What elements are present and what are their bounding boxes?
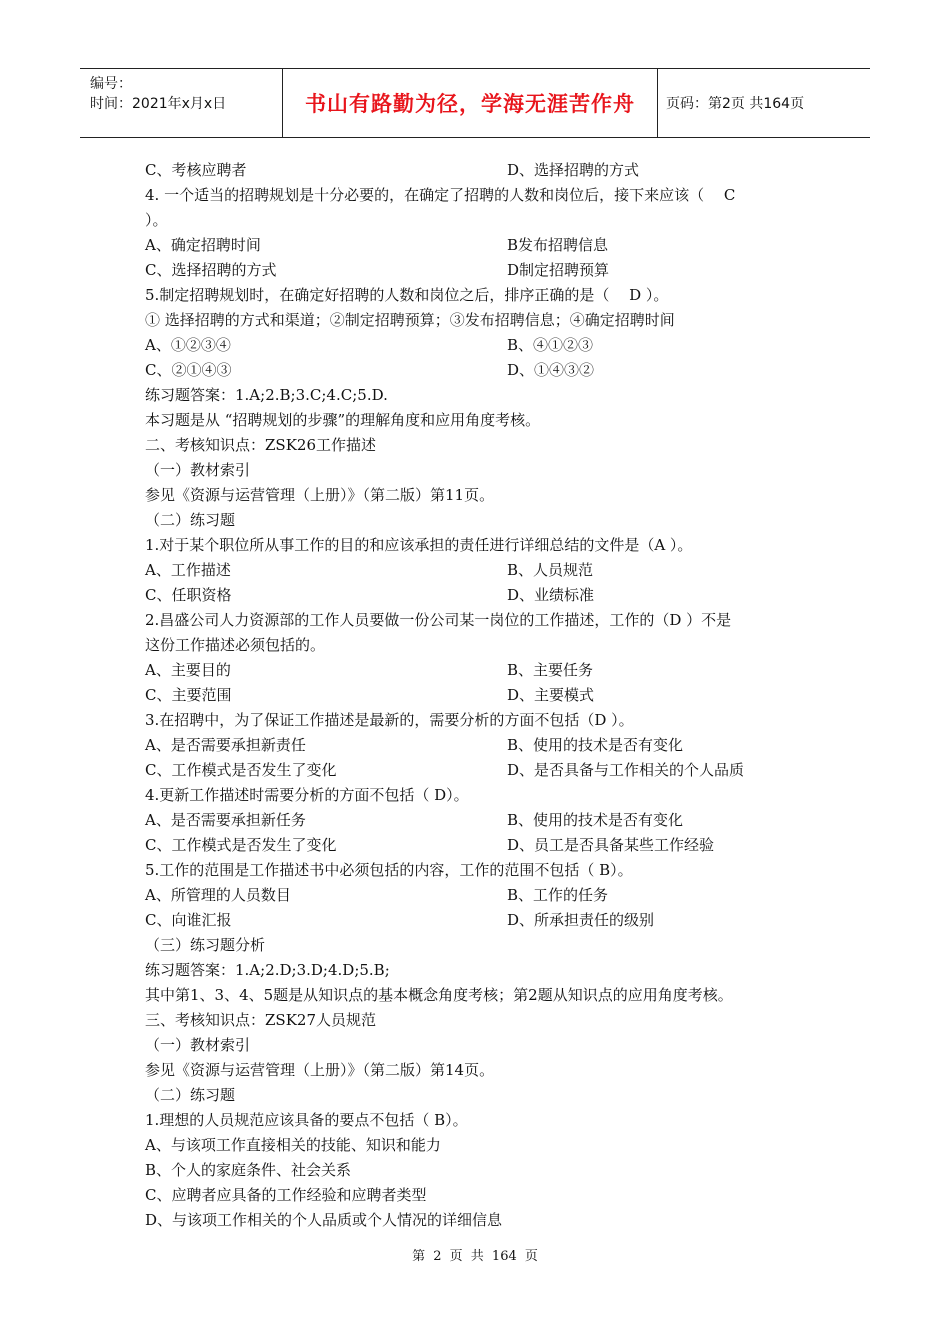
text-line-left: 2.昌盛公司人力资源部的工作人员要做一份公司某一岗位的工作描述，工作的（D ）不是 bbox=[145, 611, 732, 629]
text-line-left: 1.理想的人员规范应该具备的要点不包括（ B）。 bbox=[145, 1111, 468, 1129]
text-line-left: （一）教材索引 bbox=[145, 1036, 251, 1054]
text-line-left: 参见《资源与运营管理（上册）》（第二版）第11页。 bbox=[145, 486, 495, 504]
text-line-left: A、①②③④ bbox=[145, 336, 231, 354]
header-motto: 书山有路勤为径，学海无涯苦作舟 bbox=[305, 92, 635, 116]
text-line bbox=[145, 608, 815, 633]
text-line-right: B、使用的技术是否有变化 bbox=[507, 811, 684, 829]
text-line-right: B、人员规范 bbox=[507, 561, 594, 579]
text-line-left: B、个人的家庭条件、社会关系 bbox=[145, 1161, 352, 1179]
text-line bbox=[145, 458, 815, 483]
text-line bbox=[145, 1058, 815, 1083]
text-line-left: （三）练习题分析 bbox=[145, 936, 266, 954]
text-line bbox=[145, 333, 815, 358]
text-line-left: 4. 一个适当的招聘规划是十分必要的，在确定了招聘的人数和岗位后，接下来应该（ C bbox=[145, 186, 736, 204]
text-line-left: 5.制定招聘规划时，在确定好招聘的人数和岗位之后，排序正确的是（ D ）。 bbox=[145, 286, 669, 304]
text-line bbox=[145, 808, 815, 833]
text-line bbox=[145, 508, 815, 533]
text-line bbox=[145, 783, 815, 808]
header-number-label: 编号： bbox=[90, 76, 132, 92]
text-line-left: A、所管理的人员数目 bbox=[145, 886, 291, 904]
text-line bbox=[145, 1033, 815, 1058]
text-line bbox=[145, 583, 815, 608]
text-line bbox=[145, 1083, 815, 1108]
text-line bbox=[145, 1108, 815, 1133]
text-line bbox=[145, 858, 815, 883]
text-line-left: C、工作模式是否发生了变化 bbox=[145, 836, 337, 854]
text-line bbox=[145, 1183, 815, 1208]
text-line bbox=[145, 283, 815, 308]
header-meta bbox=[80, 69, 283, 137]
text-line bbox=[145, 483, 815, 508]
header-time-label: 时间：2021年x月x日 bbox=[90, 96, 227, 112]
text-line-left: C、考核应聘者 bbox=[145, 161, 247, 179]
text-line bbox=[145, 233, 815, 258]
text-line bbox=[145, 1133, 815, 1158]
text-line-right: D、选择招聘的方式 bbox=[507, 161, 640, 179]
document-body bbox=[145, 158, 815, 1233]
text-line bbox=[145, 883, 815, 908]
text-line bbox=[145, 658, 815, 683]
text-line-left: C、主要范围 bbox=[145, 686, 232, 704]
text-line-right: D、主要模式 bbox=[507, 686, 595, 704]
text-line-left: C、应聘者应具备的工作经验和应聘者类型 bbox=[145, 1186, 427, 1204]
text-line-left: C、选择招聘的方式 bbox=[145, 261, 277, 279]
text-line-left: （一）教材索引 bbox=[145, 461, 251, 479]
text-line-right: B、主要任务 bbox=[507, 661, 594, 679]
text-line bbox=[145, 408, 815, 433]
text-line bbox=[145, 758, 815, 783]
page-footer: 第 2 页 共 164 页 bbox=[412, 1249, 538, 1264]
text-line-right: D制定招聘预算 bbox=[507, 261, 610, 279]
text-line-left: ）。 bbox=[145, 211, 168, 229]
text-line bbox=[145, 1208, 815, 1233]
text-line-left: 3.在招聘中，为了保证工作描述是最新的，需要分析的方面不包括（D ）。 bbox=[145, 711, 634, 729]
text-line-left: 三、考核知识点：ZSK27人员规范 bbox=[145, 1011, 376, 1029]
text-line-left: C、工作模式是否发生了变化 bbox=[145, 761, 337, 779]
text-line-right: B、工作的任务 bbox=[507, 886, 609, 904]
text-line-left: 练习题答案：1.A;2.B;3.C;4.C;5.D. bbox=[145, 386, 388, 404]
text-line bbox=[145, 1158, 815, 1183]
text-line-right: D、是否具备与工作相关的个人品质 bbox=[507, 761, 745, 779]
header-motto-cell bbox=[283, 69, 658, 137]
text-line-left: A、是否需要承担新责任 bbox=[145, 736, 306, 754]
text-line bbox=[145, 683, 815, 708]
text-line-left: （二）练习题 bbox=[145, 1086, 236, 1104]
text-line-left: A、主要目的 bbox=[145, 661, 231, 679]
text-line-left: A、是否需要承担新任务 bbox=[145, 811, 306, 829]
text-line-left: 二、考核知识点：ZSK26工作描述 bbox=[145, 436, 376, 454]
text-line-left: C、向谁汇报 bbox=[145, 911, 232, 929]
text-line-left: D、与该项工作相关的个人品质或个人情况的详细信息 bbox=[145, 1211, 503, 1229]
text-line-left: 4.更新工作描述时需要分析的方面不包括（ D）。 bbox=[145, 786, 469, 804]
text-line-left: 其中第1、3、4、5题是从知识点的基本概念角度考核；第2题从知识点的应用角度考核。 bbox=[145, 986, 733, 1004]
text-line bbox=[145, 733, 815, 758]
text-line-left: C、②①④③ bbox=[145, 361, 232, 379]
text-line-left: 这份工作描述必须包括的。 bbox=[145, 636, 326, 654]
text-line bbox=[145, 208, 815, 233]
text-line-left: 参见《资源与运营管理（上册）》（第二版）第14页。 bbox=[145, 1061, 495, 1079]
text-line-left: C、任职资格 bbox=[145, 586, 232, 604]
text-line bbox=[145, 433, 815, 458]
text-line-left: ① 选择招聘的方式和渠道；②制定招聘预算；③发布招聘信息；④确定招聘时间 bbox=[145, 311, 675, 329]
text-line-left: 练习题答案：1.A;2.D;3.D;4.D;5.B; bbox=[145, 961, 390, 979]
text-line-right: D、①④③② bbox=[507, 361, 595, 379]
text-line-right: B、使用的技术是否有变化 bbox=[507, 736, 684, 754]
page-header bbox=[80, 68, 870, 138]
text-line-left: （二）练习题 bbox=[145, 511, 236, 529]
header-page-info: 页码：第2页 共164页 bbox=[666, 96, 805, 112]
text-line bbox=[145, 958, 815, 983]
text-line-right: B、④①②③ bbox=[507, 336, 594, 354]
text-line-right: D、员工是否具备某些工作经验 bbox=[507, 836, 715, 854]
text-line bbox=[145, 1008, 815, 1033]
text-line bbox=[145, 933, 815, 958]
text-line bbox=[145, 708, 815, 733]
text-line-right: D、业绩标准 bbox=[507, 586, 595, 604]
text-line bbox=[145, 983, 815, 1008]
text-line-left: 本习题是从 “招聘规划的步骤”的理解角度和应用角度考核。 bbox=[145, 411, 541, 429]
text-line bbox=[145, 158, 815, 183]
text-line-left: A、确定招聘时间 bbox=[145, 236, 261, 254]
text-line-left: A、工作描述 bbox=[145, 561, 231, 579]
text-line-right: B发布招聘信息 bbox=[507, 236, 609, 254]
text-line bbox=[145, 533, 815, 558]
text-line bbox=[145, 633, 815, 658]
text-line bbox=[145, 258, 815, 283]
text-line bbox=[145, 383, 815, 408]
text-line bbox=[145, 308, 815, 333]
text-line-left: 5.工作的范围是工作描述书中必须包括的内容，工作的范围不包括（ B）。 bbox=[145, 861, 633, 879]
text-line bbox=[145, 358, 815, 383]
text-line bbox=[145, 833, 815, 858]
text-line bbox=[145, 558, 815, 583]
text-line-right: D、所承担责任的级别 bbox=[507, 911, 655, 929]
text-line-left: 1.对于某个职位所从事工作的目的和应该承担的责任进行详细总结的文件是（A ）。 bbox=[145, 536, 693, 554]
text-line-left: A、与该项工作直接相关的技能、知识和能力 bbox=[145, 1136, 441, 1154]
text-line bbox=[145, 908, 815, 933]
text-line bbox=[145, 183, 815, 208]
